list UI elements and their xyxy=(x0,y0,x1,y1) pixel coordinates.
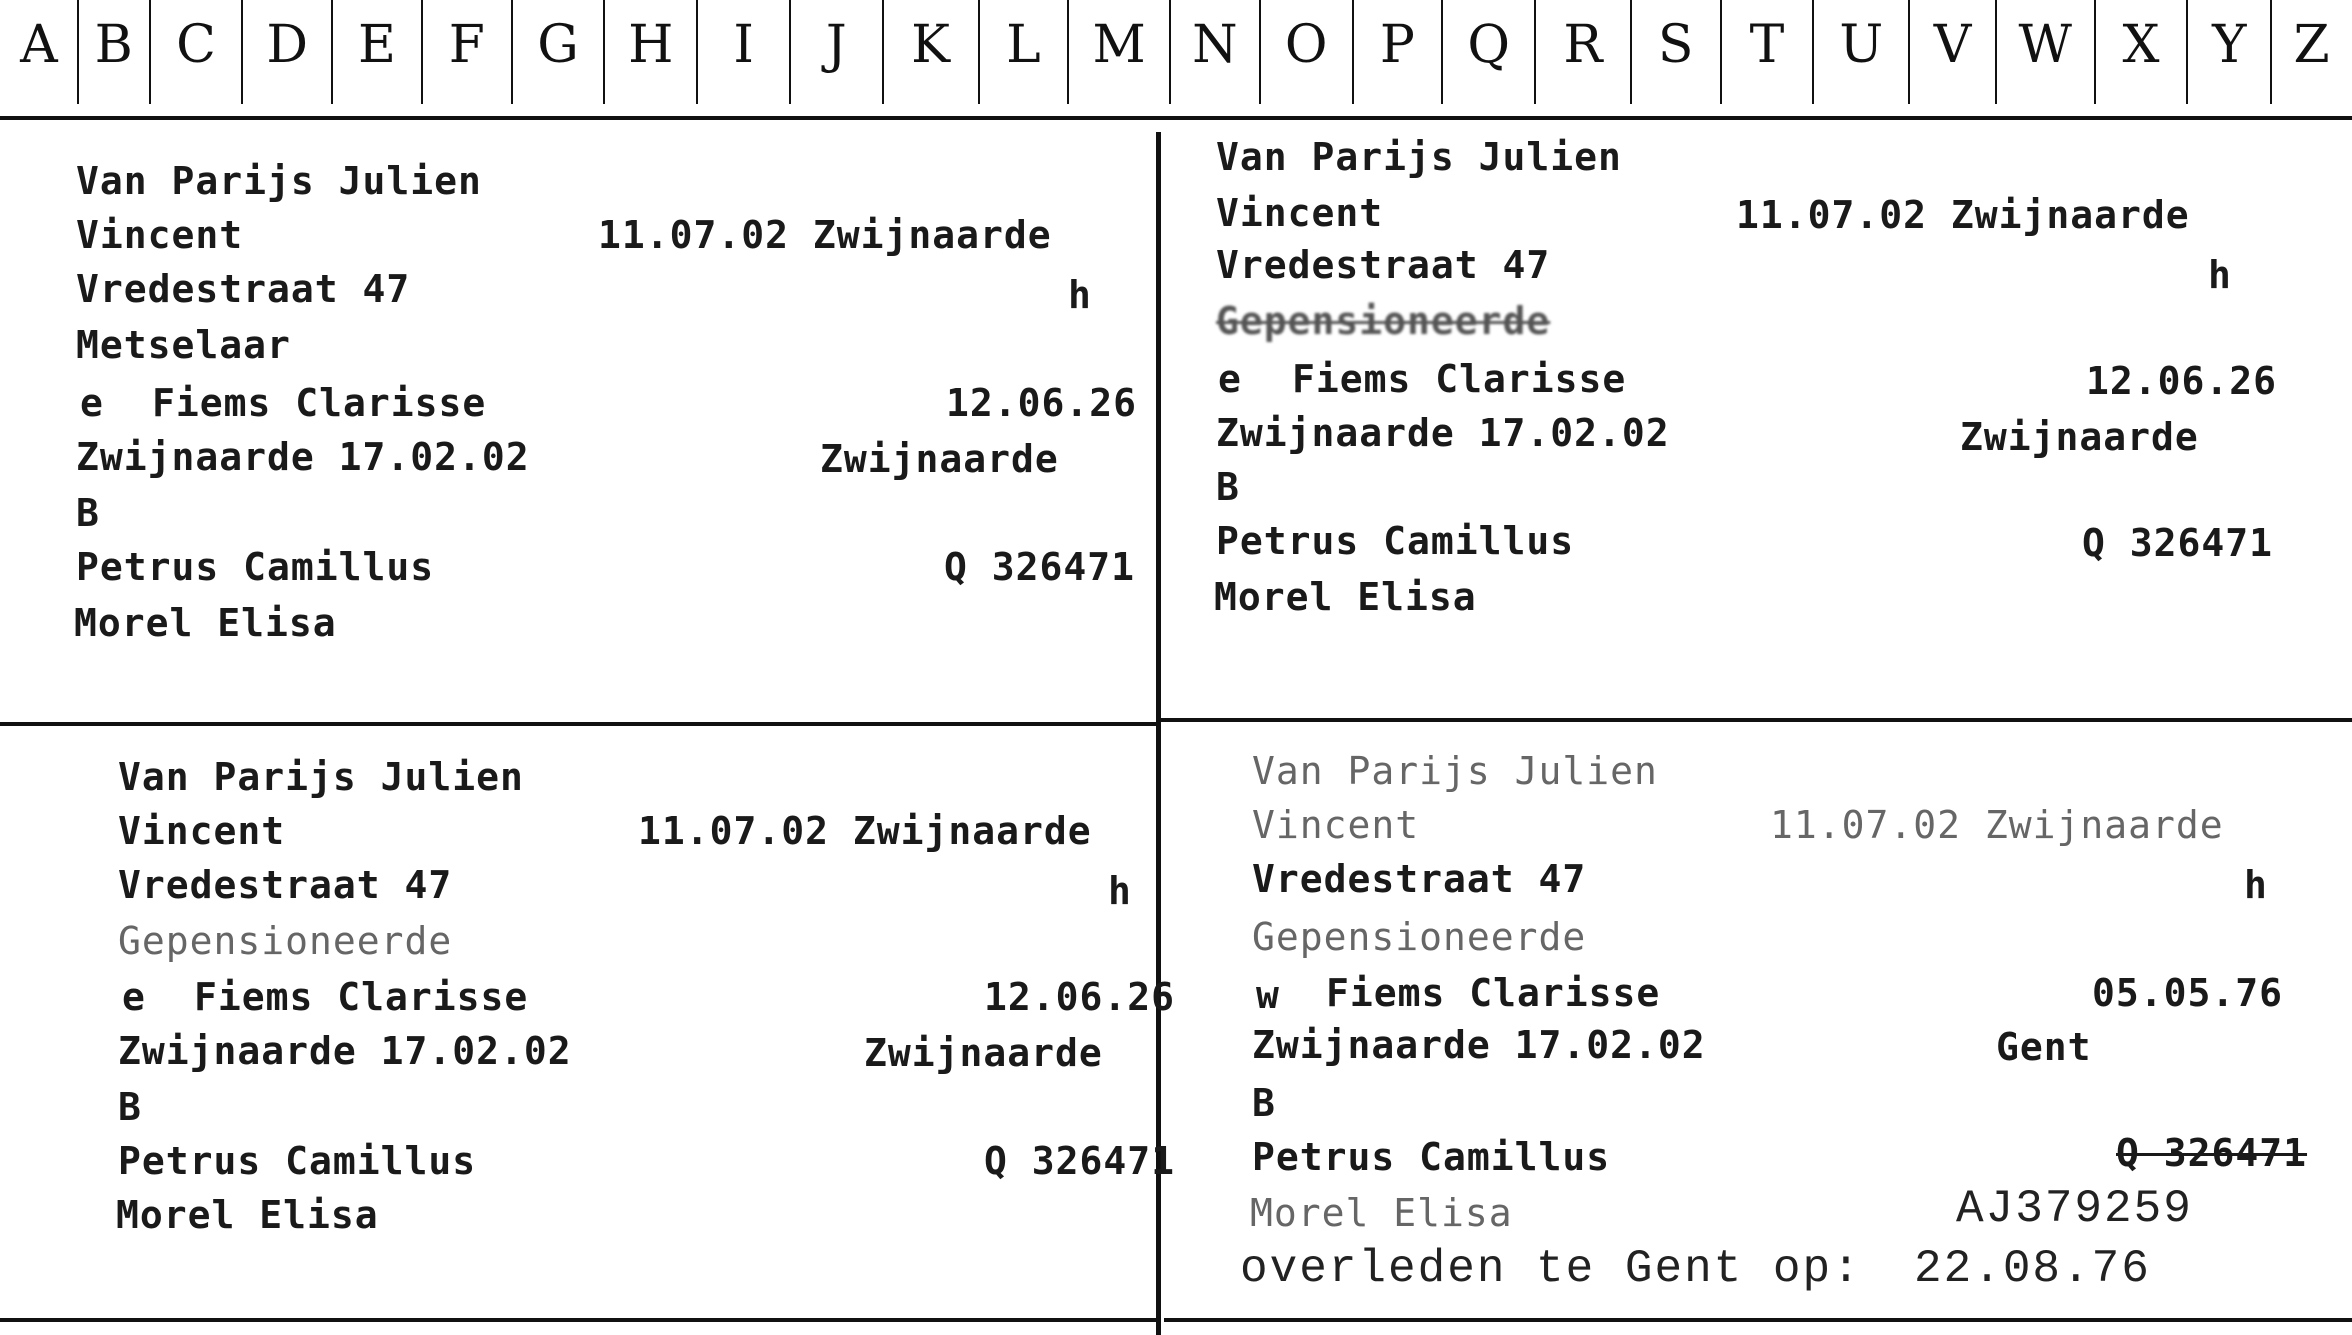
card-sex: h xyxy=(1108,869,1132,913)
card-name: Van Parijs Julien xyxy=(1252,749,1658,793)
alphabet-letter-w: W xyxy=(2018,15,2072,75)
alphabet-separator xyxy=(1995,0,1997,104)
card-given-name: Vincent xyxy=(1216,191,1384,235)
alphabet-letter-r: R xyxy=(1563,15,1603,75)
card-birth: 11.07.02 Zwijnaarde xyxy=(598,213,1052,257)
card-mother: Morel Elisa xyxy=(74,601,337,645)
card-spouse-mark: e xyxy=(122,975,146,1019)
alphabet-separator xyxy=(2094,0,2096,104)
alphabet-letter-y: Y xyxy=(2212,15,2247,75)
alphabet-separator xyxy=(1441,0,1443,104)
alphabet-separator xyxy=(1908,0,1910,104)
card-father: Petrus Camillus xyxy=(1216,519,1575,563)
card-code: B xyxy=(1216,465,1240,509)
middle-rule-right xyxy=(1160,718,2352,722)
card-occupation: Metselaar xyxy=(76,323,291,367)
alphabet-separator xyxy=(1534,0,1536,104)
card-address: Vredestraat 47 xyxy=(118,863,453,907)
bottom-rule-right xyxy=(1164,1318,2352,1322)
alphabet-letter-g: G xyxy=(537,15,579,75)
alphabet-letter-k: K xyxy=(911,15,951,75)
card-spouse: Fiems Clarisse xyxy=(152,381,487,425)
card-death-label: overleden te Gent op: xyxy=(1240,1243,1862,1295)
card-marriage-date: 12.06.26 xyxy=(984,975,1176,1019)
alphabet-separator xyxy=(1720,0,1722,104)
alphabet-separator xyxy=(1352,0,1354,104)
card-spouse-mark: e xyxy=(1218,357,1242,401)
bottom-rule-left xyxy=(0,1318,1156,1322)
alphabet-letter-e: E xyxy=(358,15,396,75)
alphabet-letter-l: L xyxy=(1006,15,1041,75)
alphabet-separator xyxy=(603,0,605,104)
alphabet-index xyxy=(0,0,2352,118)
card-birth: 11.07.02 Zwijnaarde xyxy=(1736,193,2190,237)
alphabet-letter-z: Z xyxy=(2293,15,2330,75)
alphabet-separator xyxy=(1812,0,1814,104)
alphabet-letter-j: J xyxy=(825,15,847,75)
alphabet-letter-u: U xyxy=(1839,15,1884,75)
middle-rule-left xyxy=(0,722,1160,726)
card-name: Van Parijs Julien xyxy=(118,755,524,799)
alphabet-letter-i: I xyxy=(733,15,754,75)
card-marriage-place: Zwijnaarde xyxy=(820,437,1059,481)
card-spouse-mark: w xyxy=(1256,973,1280,1017)
alphabet-letter-v: V xyxy=(1933,15,1972,75)
alphabet-separator xyxy=(1630,0,1632,104)
alphabet-separator xyxy=(331,0,333,104)
card-name: Van Parijs Julien xyxy=(1216,135,1622,179)
card-address: Vredestraat 47 xyxy=(1252,857,1587,901)
alphabet-letter-a: A xyxy=(20,15,58,75)
card-father: Petrus Camillus xyxy=(1252,1135,1611,1179)
card-address: Vredestraat 47 xyxy=(76,267,411,311)
alphabet-letter-d: D xyxy=(266,15,309,75)
card-death-date: 22.08.76 xyxy=(1914,1243,2151,1295)
alphabet-letter-p: P xyxy=(1379,15,1415,75)
card-marriage-date: 12.06.26 xyxy=(946,381,1138,425)
card-code: B xyxy=(118,1085,142,1129)
card-code: B xyxy=(76,491,100,535)
card-spouse-birth: Zwijnaarde 17.02.02 xyxy=(118,1029,572,1073)
card-birth: 11.07.02 Zwijnaarde xyxy=(638,809,1092,853)
alphabet-letter-n: N xyxy=(1192,15,1238,75)
alphabet-separator xyxy=(789,0,791,104)
alphabet-letter-s: S xyxy=(1657,15,1694,75)
card-id-number: Q 326471 xyxy=(984,1139,1176,1183)
alphabet-separator xyxy=(149,0,151,104)
card-marriage-place: Zwijnaarde xyxy=(864,1031,1103,1075)
card-spouse-birth: Zwijnaarde 17.02.02 xyxy=(1216,411,1670,455)
card-marriage-date: 05.05.76 xyxy=(2092,971,2284,1015)
card-id-number: Q 326471 xyxy=(944,545,1136,589)
card-occupation: Gepensioneerde xyxy=(118,919,453,963)
card-mother: Morel Elisa xyxy=(1214,575,1477,619)
alphabet-letter-x: X xyxy=(2122,15,2160,75)
card-marriage-date: 12.06.26 xyxy=(2086,359,2278,403)
alphabet-separator xyxy=(978,0,980,104)
alphabet-separator xyxy=(2186,0,2188,104)
card-father: Petrus Camillus xyxy=(118,1139,477,1183)
card-new-id-number: AJ379259 xyxy=(1956,1183,2193,1235)
card-code: B xyxy=(1252,1081,1276,1125)
alphabet-separator xyxy=(1169,0,1171,104)
card-id-number-struck: Q 326471 xyxy=(2116,1131,2308,1175)
card-id-number: Q 326471 xyxy=(2082,521,2274,565)
alphabet-separator xyxy=(1067,0,1069,104)
card-sex: h xyxy=(2208,253,2232,297)
card-given-name: Vincent xyxy=(118,809,286,853)
card-spouse-birth: Zwijnaarde 17.02.02 xyxy=(76,435,530,479)
card-given-name: Vincent xyxy=(76,213,244,257)
card-spouse: Fiems Clarisse xyxy=(1292,357,1627,401)
card-marriage-place: Zwijnaarde xyxy=(1960,415,2199,459)
alphabet-separator xyxy=(511,0,513,104)
card-address: Vredestraat 47 xyxy=(1216,243,1551,287)
card-mother: Morel Elisa xyxy=(116,1193,379,1237)
alphabet-separator xyxy=(882,0,884,104)
alphabet-letter-q: Q xyxy=(1467,15,1510,75)
card-name: Van Parijs Julien xyxy=(76,159,482,203)
card-given-name: Vincent xyxy=(1252,803,1420,847)
card-occupation: Gepensioneerde xyxy=(1252,915,1587,959)
alphabet-letter-b: B xyxy=(94,15,133,75)
alphabet-letter-c: C xyxy=(176,15,216,75)
card-father: Petrus Camillus xyxy=(76,545,435,589)
card-spouse-birth: Zwijnaarde 17.02.02 xyxy=(1252,1023,1706,1067)
alphabet-separator xyxy=(77,0,79,104)
card-occupation-struck: Gepensioneerde xyxy=(1216,299,1551,343)
card-mother: Morel Elisa xyxy=(1250,1191,1513,1235)
card-spouse: Fiems Clarisse xyxy=(194,975,529,1019)
alphabet-separator xyxy=(696,0,698,104)
header-rule xyxy=(0,116,2352,120)
alphabet-separator xyxy=(241,0,243,104)
alphabet-separator xyxy=(1259,0,1261,104)
alphabet-letter-o: O xyxy=(1284,15,1328,75)
card-spouse-mark: e xyxy=(80,381,104,425)
card-marriage-place: Gent xyxy=(1996,1025,2092,1069)
alphabet-letter-h: H xyxy=(628,15,674,75)
card-sex: h xyxy=(1068,273,1092,317)
alphabet-letter-t: T xyxy=(1749,15,1785,75)
alphabet-letter-f: F xyxy=(448,15,485,75)
card-spouse: Fiems Clarisse xyxy=(1326,971,1661,1015)
alphabet-letter-m: M xyxy=(1092,15,1146,75)
card-sex: h xyxy=(2244,863,2268,907)
card-birth: 11.07.02 Zwijnaarde xyxy=(1770,803,2224,847)
alphabet-separator xyxy=(2270,0,2272,104)
alphabet-separator xyxy=(421,0,423,104)
